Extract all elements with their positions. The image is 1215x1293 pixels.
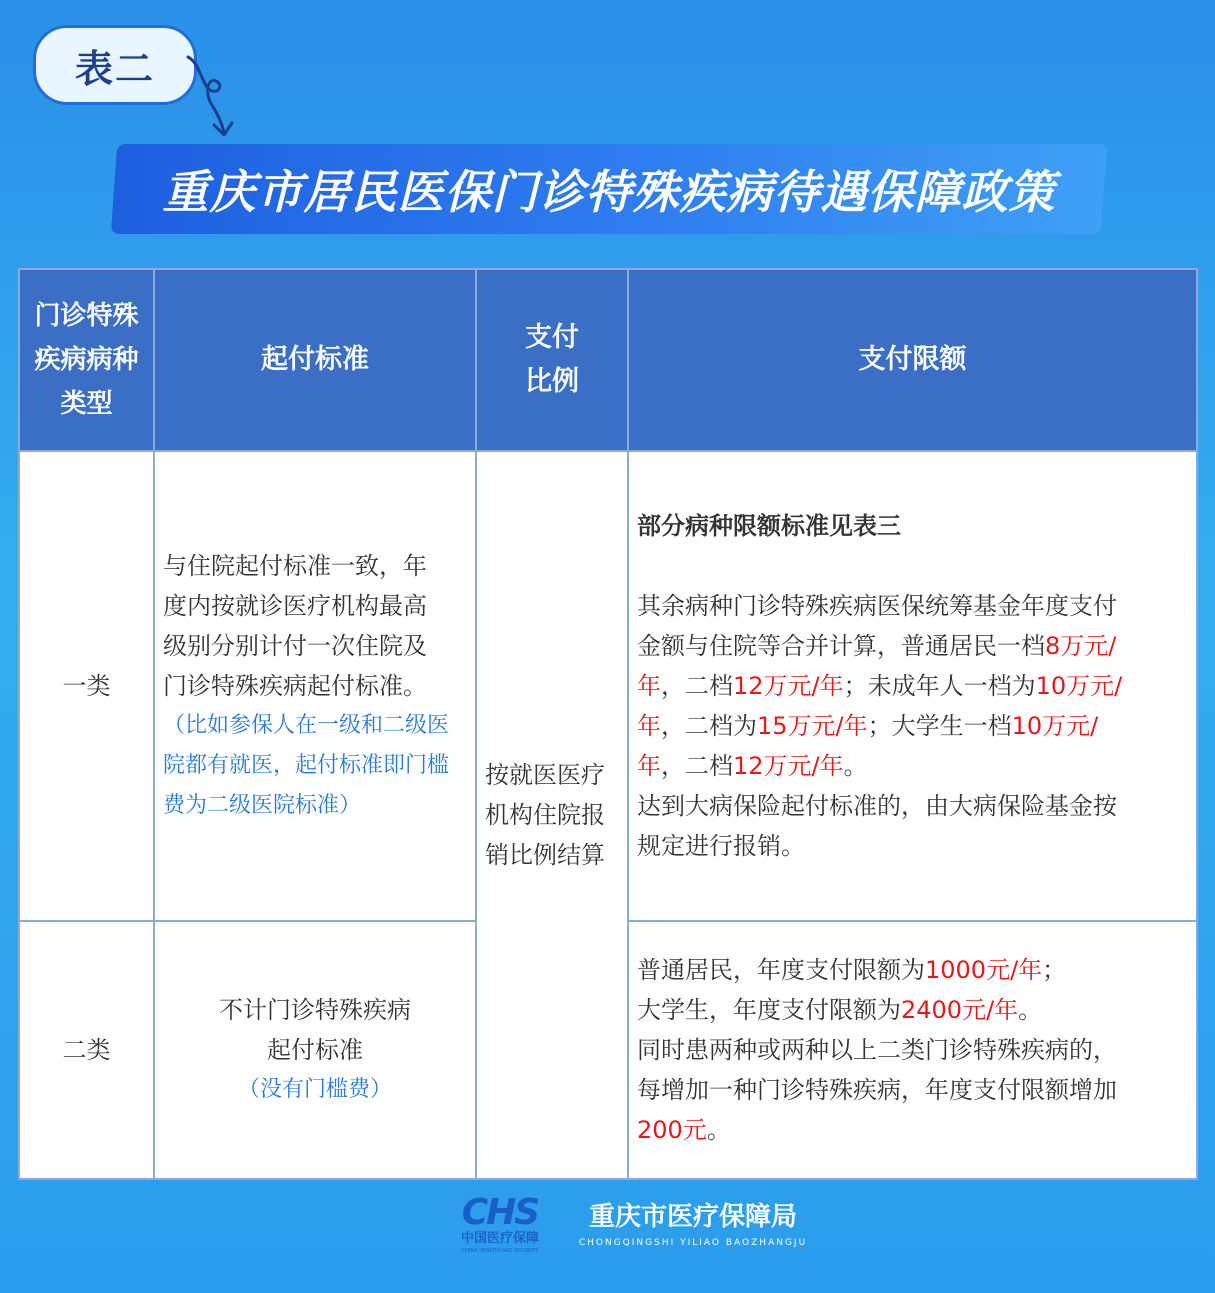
header-limit: 支付限额 — [628, 269, 1197, 451]
header-disease-type: 门诊特殊 疾病病种 类型 — [19, 269, 154, 451]
row-limit-cell: 普通居民，年度支付限额为1000元/年； 大学生，年度支付限额为2400元/年。 同时患两种或两种以上二类门诊特殊疾病的， 每增加一种门诊特殊疾病，年度支付限额增加 200元。 — [628, 921, 1197, 1179]
row-limit-cell: 部分病种限额标准见表三 其余病种门诊特殊疾病医保统筹基金年度支付 金额与住院等合并计算，普通居民一档8万元/ 年，二档12万元/年；未成年人一档为10万元/ 年，二档为15万元/年；大学生一档10万元/ 年，二档12万元/年。 达到大病保险起付标准的，由大病保险基金按 规定进行报销。 — [628, 451, 1197, 921]
page-title: 重庆市居民医保门诊特殊疾病待遇保障政策 — [162, 165, 1056, 219]
policy-table — [18, 268, 1198, 1180]
table-row — [19, 451, 1197, 921]
threshold-note: （没有门槛费） — [237, 1077, 392, 1102]
bureau-logo: 重庆市医疗保障局 CHONGQINGSHI YILIAO BAOZHANGJU — [578, 1202, 808, 1248]
table-header-row — [19, 269, 1197, 451]
ratio-cell: 按就医医疗 机构住院报 销比例结算 — [476, 451, 628, 1179]
header-threshold: 起付标准 — [154, 269, 476, 451]
curly-arrow-icon — [180, 45, 250, 140]
row-threshold-cell: 与住院起付标准一致，年 度内按就诊医疗机构最高 级别分别计付一次住院及 门诊特殊疾病起付标准。 （比如参保人在一级和二级医 院都有就医，起付标准即门槛 费为二级医院标准） — [154, 451, 476, 921]
threshold-note: （比如参保人在一级和二级医 院都有就医，起付标准即门槛 费为二级医院标准） — [163, 713, 450, 818]
row-threshold-cell: 不计门诊特殊疾病 起付标准 （没有门槛费） — [154, 921, 476, 1179]
footer-logos — [450, 1192, 810, 1265]
row-type-cell: 一类 — [19, 451, 154, 921]
header-ratio: 支付 比例 — [476, 269, 628, 451]
table-badge — [33, 25, 197, 105]
chs-logo: CHS 中国医疗保障 CHINA HEALTHCARE SECURITY — [460, 1192, 539, 1254]
row-type-cell: 二类 — [19, 921, 154, 1179]
badge-label: 表二 — [74, 46, 155, 91]
